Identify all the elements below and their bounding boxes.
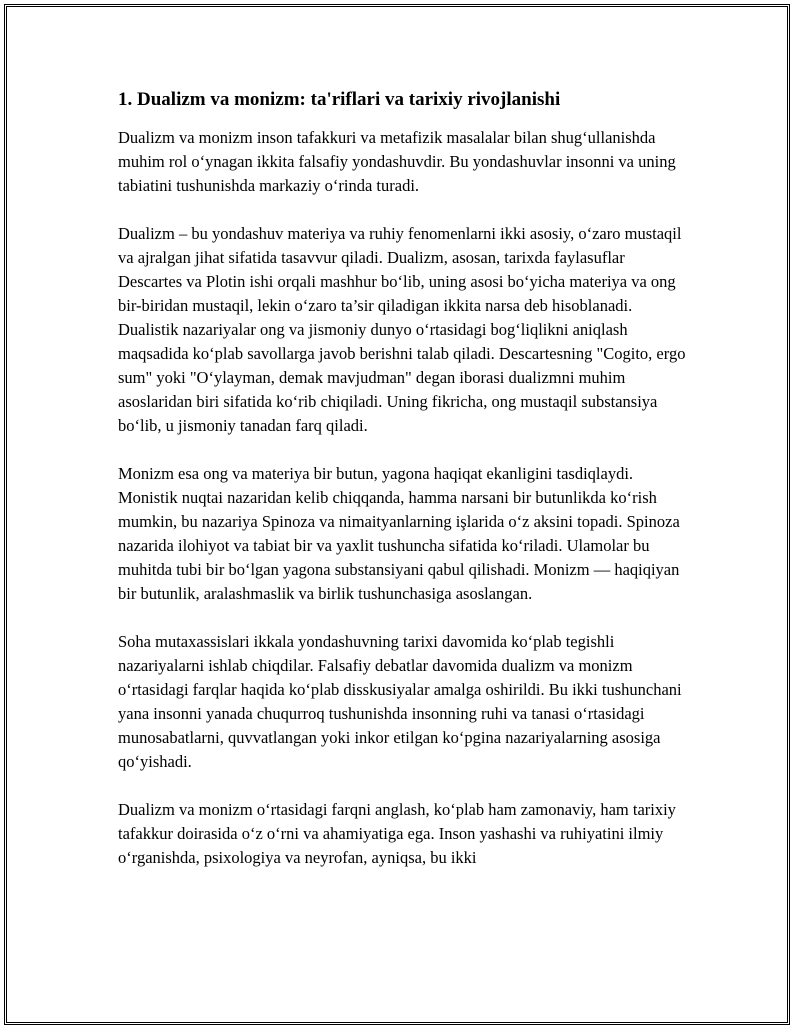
section-heading: 1. Dualizm va monizm: ta'riflari va tarixiy rivojlanishi [118, 89, 561, 110]
paragraph-dualism: Dualizm – bu yondashuv materiya va ruhiy fenomenlarni ikki asosiy, o‘zaro mustaqil va ajralgan jihat sifatida tasavvur qiladi. Dualizm, asosan, tarixda faylasuflar Descartes va Plotin ishi orqali mashhur bo‘lib, uning asosi bo‘yicha materiya va ong bir-biridan mustaqil, lekin o‘zaro ta’sir qiladigan ikkita narsa deb hisoblanadi. Dualistik nazariyalar ong va jismoniy dunyo o‘rtasidagi bog‘liqlikni aniqlash maqsadida ko‘plab savollarga javob berishni talab qiladi. Descartesning "Cogito, ergo sum" yoki "O‘ylayman, demak mavjudman" degan iborasi dualizmni muhim asoslaridan biri sifatida ko‘rib chiqiladi. Uning fikricha, ong mustaqil substansiya bo‘lib, u jismoniy tanadan farq qiladi. [118, 224, 686, 435]
document-body [118, 88, 688, 894]
paragraph-conclusion: Dualizm va monizm o‘rtasidagi farqni anglash, ko‘plab ham zamonaviy, ham tarixiy tafakkur doirasida o‘z o‘rni va ahamiyatiga ega. Inson yashashi va ruhiyatini ilmiy o‘rganishda, psixologiya va neyrofan, ayniqsa, bu ikki [118, 800, 676, 867]
paragraph-monism: Monizm esa ong va materiya bir butun, yagona haqiqat ekanligini tasdiqlaydi. Monistik nuqtai nazaridan kelib chiqqanda, hamma narsani bir butunlikda ko‘rish mumkin, bu nazariya Spinoza va nimaityanlarning işlarida o‘z aksini topadi. Spinoza nazarida ilohiyot va tabiat bir va yaxlit tushuncha sifatida ko‘riladi. Ulamolar bu muhitda tubi bir bo‘lgan yagona substansiyani qabul qilishadi. Monizm — haqiqiyan bir butunlik, aralashmaslik va birlik tushunchasiga asoslangan. [118, 464, 680, 603]
paragraph-history: Soha mutaxassislari ikkala yondashuvning tarixi davomida ko‘plab tegishli nazariyalarni ishlab chiqdilar. Falsafiy debatlar davomida dualizm va monizm o‘rtasidagi farqlar haqida ko‘plab disskusiyalar amalga oshirildi. Bu ikki tushunchani yana insonni yanada chuqurroq tushunishda insonning ruhi va tanasi o‘rtasidagi munosabatlarni, quvvatlangan yoki inkor etilgan ko‘pgina nazariyalarning asosiga qo‘yishadi. [118, 632, 682, 771]
paragraph-intro: Dualizm va monizm inson tafakkuri va metafizik masalalar bilan shug‘ullanishda muhim rol o‘ynagan ikkita falsafiy yondashuvdir. Bu yondashuvlar insonni va uning tabiatini tushunishda markaziy o‘rinda turadi. [118, 128, 676, 195]
